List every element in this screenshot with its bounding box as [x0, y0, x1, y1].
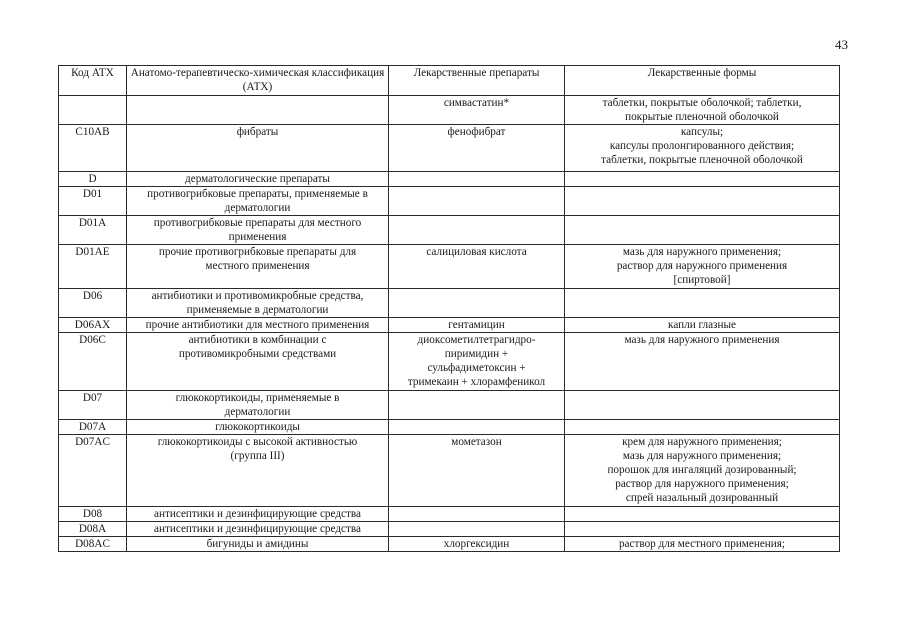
header-classification: Анатомо-терапевтическо-химическая классификация (АТХ) — [127, 66, 389, 96]
table-row — [59, 507, 840, 522]
table-header-row — [59, 66, 840, 96]
cell-form — [565, 391, 840, 420]
cell-form — [565, 522, 840, 537]
cell-form — [565, 420, 840, 435]
cell-drug: салициловая кислота — [389, 245, 565, 289]
cell-form: раствор для местного применения; — [565, 537, 840, 552]
cell-classification: антисептики и дезинфицирующие средства — [127, 507, 389, 522]
cell-drug: гентамицин — [389, 318, 565, 333]
cell-classification: антибиотики в комбинации с противомикробными средствами — [127, 333, 389, 391]
cell-code: D07 — [59, 391, 127, 420]
cell-form — [565, 289, 840, 318]
cell-drug: хлоргексидин — [389, 537, 565, 552]
header-code: Код АТХ — [59, 66, 127, 96]
cell-classification: глюкокортикоиды с высокой активностью (группа III) — [127, 435, 389, 507]
cell-code: D06AX — [59, 318, 127, 333]
cell-drug — [389, 507, 565, 522]
table-row — [59, 187, 840, 216]
table-row — [59, 125, 840, 172]
cell-code: D06 — [59, 289, 127, 318]
cell-code: C10AB — [59, 125, 127, 172]
cell-form: таблетки, покрытые оболочкой; таблетки, покрытые пленочной оболочкой — [565, 96, 840, 125]
page-number: 43 — [835, 37, 848, 52]
cell-code: D07AC — [59, 435, 127, 507]
cell-classification: глюкокортикоиды — [127, 420, 389, 435]
cell-form — [565, 187, 840, 216]
cell-drug: диоксометилтетрагидро- пиримидин + сульфадиметоксин + тримекаин + хлорамфеникол — [389, 333, 565, 391]
header-drugs: Лекарственные препараты — [389, 66, 565, 96]
cell-form: мазь для наружного применения — [565, 333, 840, 391]
table-row — [59, 318, 840, 333]
cell-code: D08A — [59, 522, 127, 537]
cell-form: крем для наружного применения; мазь для наружного применения; порошок для ингаляций дозированный; раствор для наружного применения; спрей назальный дозированный — [565, 435, 840, 507]
cell-code: D — [59, 172, 127, 187]
cell-classification: противогрибковые препараты для местного применения — [127, 216, 389, 245]
cell-code: D08 — [59, 507, 127, 522]
header-forms: Лекарственные формы — [565, 66, 840, 96]
cell-code: D07A — [59, 420, 127, 435]
cell-code: D01A — [59, 216, 127, 245]
table-row — [59, 522, 840, 537]
table-row — [59, 172, 840, 187]
cell-drug: мометазон — [389, 435, 565, 507]
cell-drug — [389, 391, 565, 420]
cell-form — [565, 507, 840, 522]
cell-classification: антибиотики и противомикробные средства, применяемые в дерматологии — [127, 289, 389, 318]
cell-form: капли глазные — [565, 318, 840, 333]
cell-form: мазь для наружного применения; раствор для наружного применения [спиртовой] — [565, 245, 840, 289]
cell-code: D01 — [59, 187, 127, 216]
cell-drug: фенофибрат — [389, 125, 565, 172]
cell-code: D08AC — [59, 537, 127, 552]
table-row — [59, 391, 840, 420]
cell-classification: прочие антибиотики для местного применения — [127, 318, 389, 333]
cell-classification: антисептики и дезинфицирующие средства — [127, 522, 389, 537]
cell-classification: глюкокортикоиды, применяемые в дерматологии — [127, 391, 389, 420]
cell-classification: фибраты — [127, 125, 389, 172]
cell-code — [59, 96, 127, 125]
cell-code: D01AE — [59, 245, 127, 289]
table-row — [59, 216, 840, 245]
table-row — [59, 435, 840, 507]
cell-drug — [389, 522, 565, 537]
table-row — [59, 245, 840, 289]
cell-classification — [127, 96, 389, 125]
cell-drug: симвастатин* — [389, 96, 565, 125]
cell-classification: прочие противогрибковые препараты для местного применения — [127, 245, 389, 289]
table-row — [59, 537, 840, 552]
table-row — [59, 289, 840, 318]
table-body — [59, 96, 840, 552]
cell-form — [565, 172, 840, 187]
cell-drug — [389, 187, 565, 216]
cell-drug — [389, 289, 565, 318]
cell-drug — [389, 216, 565, 245]
cell-drug — [389, 420, 565, 435]
table-row — [59, 96, 840, 125]
table-row — [59, 333, 840, 391]
cell-classification: противогрибковые препараты, применяемые в дерматологии — [127, 187, 389, 216]
cell-classification: дерматологические препараты — [127, 172, 389, 187]
cell-classification: бигуниды и амидины — [127, 537, 389, 552]
cell-form: капсулы; капсулы пролонгированного действия; таблетки, покрытые пленочной оболочкой — [565, 125, 840, 172]
table-row — [59, 420, 840, 435]
cell-code: D06C — [59, 333, 127, 391]
cell-drug — [389, 172, 565, 187]
cell-form — [565, 216, 840, 245]
atx-table — [58, 65, 840, 552]
